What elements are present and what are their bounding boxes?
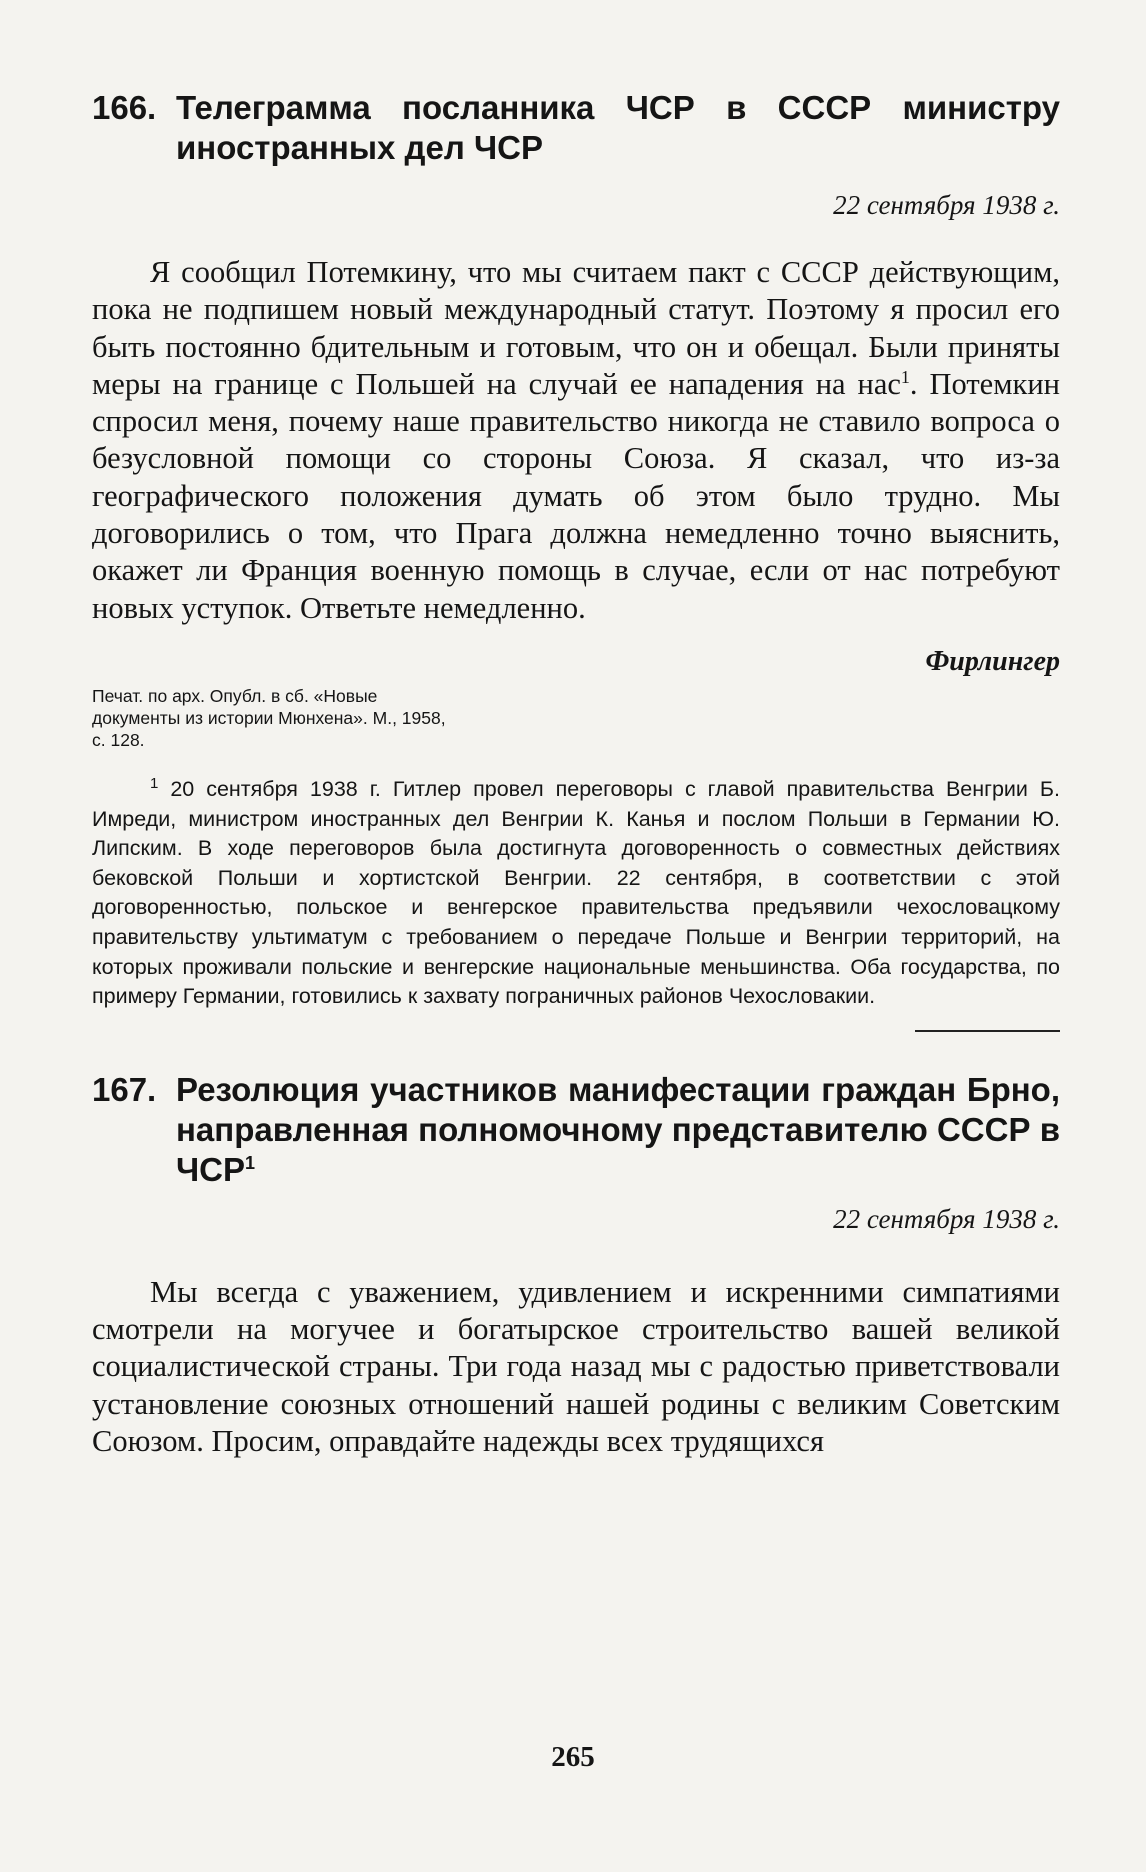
- footnote: [92, 775, 1060, 1012]
- signature: Фирлингер: [925, 645, 1060, 677]
- separator-line: [915, 1030, 1060, 1032]
- footnote-mark: 1: [150, 774, 159, 792]
- page: [92, 88, 1060, 1460]
- document-title: [176, 1070, 1060, 1190]
- page-number: 265: [551, 1741, 595, 1773]
- body-text-part: Я сообщил Потемкину, что мы считаем пакт с СССР действующим, пока не подпишем новый международный статут. Поэтому я просил его быть постоянно бдительным и готовым, что он и обещал. Были приняты меры на границе с Польшей на случай ее нападения на нас: [92, 255, 1060, 401]
- footnote-reference: 1: [900, 366, 910, 387]
- document-date: 22 сентября 1938 г.: [833, 1203, 1060, 1234]
- document-number: 167.: [92, 1070, 157, 1108]
- body-text-part: . Потемкин спросил меня, почему наше правительство никогда не ставило вопроса о безусловной помощи со стороны Союза. Я сказал, что из-за географического положения думать об этом было трудно. Мы договорились о том, что Прага должна немедленно точно выяснить, окажет ли Франция военную помощь в случае, если от нас потребуют новых уступок. Ответьте немедленно.: [92, 366, 1060, 625]
- document-title-text: Резолюция участников манифестации граждан Брно, направленная полномочному представителю СССР в ЧСР: [176, 1070, 1060, 1188]
- document-body: [92, 254, 1060, 627]
- document-166-heading: [92, 88, 1060, 168]
- source-note: Печат. по арх. Опубл. в сб. «Новые документы из истории Мюнхена». М., 1958, с. 128.: [92, 685, 446, 750]
- document-date: 22 сентября 1938 г.: [833, 190, 1060, 220]
- document-title: Телеграмма посланника ЧСР в СССР министру иностранных дел ЧСР: [176, 89, 1060, 166]
- footnote-reference: 1: [245, 1152, 256, 1173]
- document-167-heading: [92, 1070, 1060, 1190]
- footnote-text: 20 сентября 1938 г. Гитлер провел переговоры с главой правительства Венгрии Б. Имреди, министром иностранных дел Венгрии К. Канья и послом Польши в Германии Ю. Липским. В ходе переговоров была достигнута договоренность о совместных действиях бековской Польши и хортистской Венгрии. 22 сентября, в соответствии с этой договоренностью, польское и венгерское правительства предъявили чехословацкому правительству ультиматум с требованием о передаче Польше и Венгрии территорий, на которых проживали польские и венгерские национальные меньшинства. Оба государства, по примеру Германии, готовились к захвату пограничных районов Чехословакии.: [92, 776, 1060, 1009]
- document-number: 166.: [92, 89, 157, 126]
- document-body: Мы всегда с уважением, удивлением и искренними симпатиями смотрели на могучее и богатырское строительство вашей великой социалистической страны. Три года назад мы с радостью приветствовали установление союзных отношений нашей родины с великим Советским Союзом. Просим, оправдайте надежды всех трудящихся: [92, 1274, 1060, 1458]
